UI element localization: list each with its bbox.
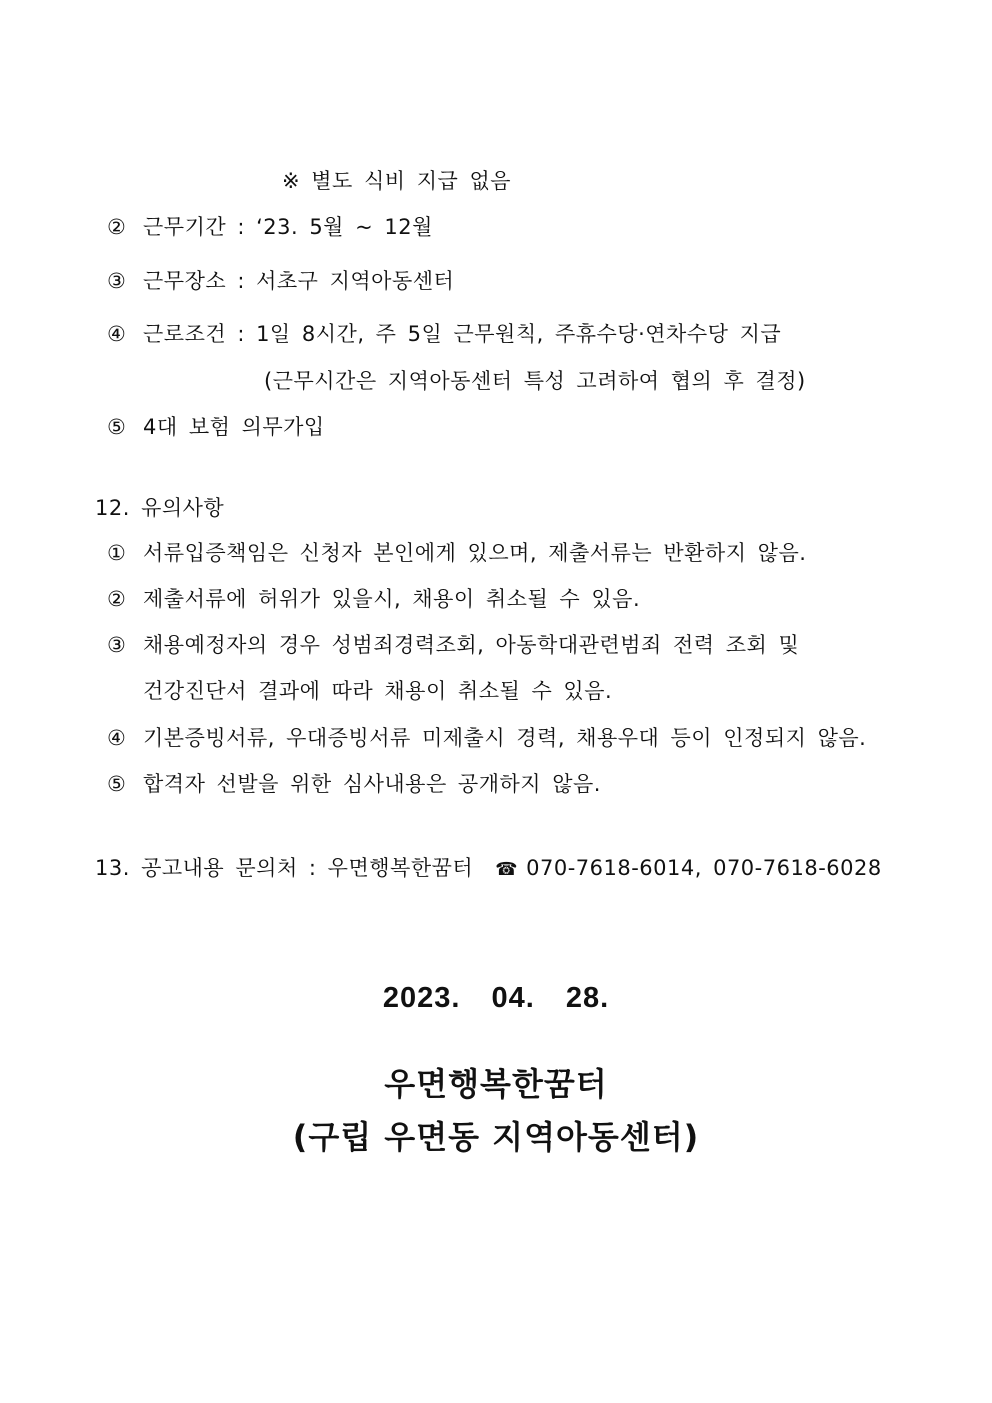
- item-number: ④: [107, 726, 127, 750]
- section-heading-text: 13. 공고내용 문의처 : 우면행복한꿈터: [95, 856, 474, 880]
- list-item-work-place: [107, 266, 454, 296]
- list-item-notice-3: [107, 630, 799, 660]
- list-item-insurance: [107, 412, 325, 442]
- telephone-icon: ☎: [495, 859, 519, 880]
- item-number: ①: [107, 541, 127, 565]
- item-text: 제출서류에 허위가 있을시, 채용이 취소될 수 있음.: [143, 587, 641, 611]
- list-item-notice-4: [107, 723, 866, 753]
- item-text: 근무기간 : ‘23. 5월 ~ 12월: [143, 215, 433, 239]
- item-text: 근로조건 : 1일 8시간, 주 5일 근무원칙, 주휴수당·연차수당 지급: [143, 322, 782, 346]
- list-item-work-period: [107, 212, 433, 242]
- item-number: ②: [107, 215, 127, 239]
- item-number: ②: [107, 587, 127, 611]
- meal-note-text: ※ 별도 식비 지급 없음: [282, 169, 512, 193]
- announcement-date: 2023. 04. 28.: [382, 982, 610, 1014]
- list-item-work-conditions: [107, 319, 781, 349]
- notice-3-continuation: [143, 676, 612, 706]
- item-number: ③: [107, 633, 127, 657]
- item-text: 건강진단서 결과에 따라 채용이 취소될 수 있음.: [143, 679, 613, 703]
- section-heading-text: 12. 유의사항: [95, 496, 225, 520]
- section-13-contact: [95, 853, 882, 885]
- item-number: ④: [107, 322, 127, 346]
- organization-name: 우면행복한꿈터: [384, 1065, 608, 1103]
- item-number: ③: [107, 269, 127, 293]
- meal-note: [282, 166, 511, 196]
- item-text: 채용예정자의 경우 성범죄경력조회, 아동학대관련범죄 전력 조회 및: [143, 633, 800, 657]
- item-number: ⑤: [107, 415, 127, 439]
- item-text: 기본증빙서류, 우대증빙서류 미제출시 경력, 채용우대 등이 인정되지 않음.: [143, 726, 867, 750]
- list-item-notice-5: [107, 769, 601, 799]
- organization-subtitle: (구립 우면동 지역아동센터): [292, 1118, 700, 1156]
- phone-numbers: 070-7618-6014, 070-7618-6028: [526, 856, 882, 880]
- list-item-notice-2: [107, 584, 640, 614]
- item-text: 서류입증책임은 신청자 본인에게 있으며, 제출서류는 반환하지 않음.: [143, 541, 807, 565]
- item-number: ⑤: [107, 772, 127, 796]
- section-12-heading: [95, 493, 224, 523]
- item-text: 근무장소 : 서초구 지역아동센터: [143, 269, 455, 293]
- work-conditions-continuation: [264, 366, 806, 396]
- item-text: 합격자 선발을 위한 심사내용은 공개하지 않음.: [143, 772, 601, 796]
- list-item-notice-1: [107, 538, 806, 568]
- item-text: 4대 보험 의무가입: [143, 415, 325, 439]
- item-text: (근무시간은 지역아동센터 특성 고려하여 협의 후 결정): [264, 369, 806, 393]
